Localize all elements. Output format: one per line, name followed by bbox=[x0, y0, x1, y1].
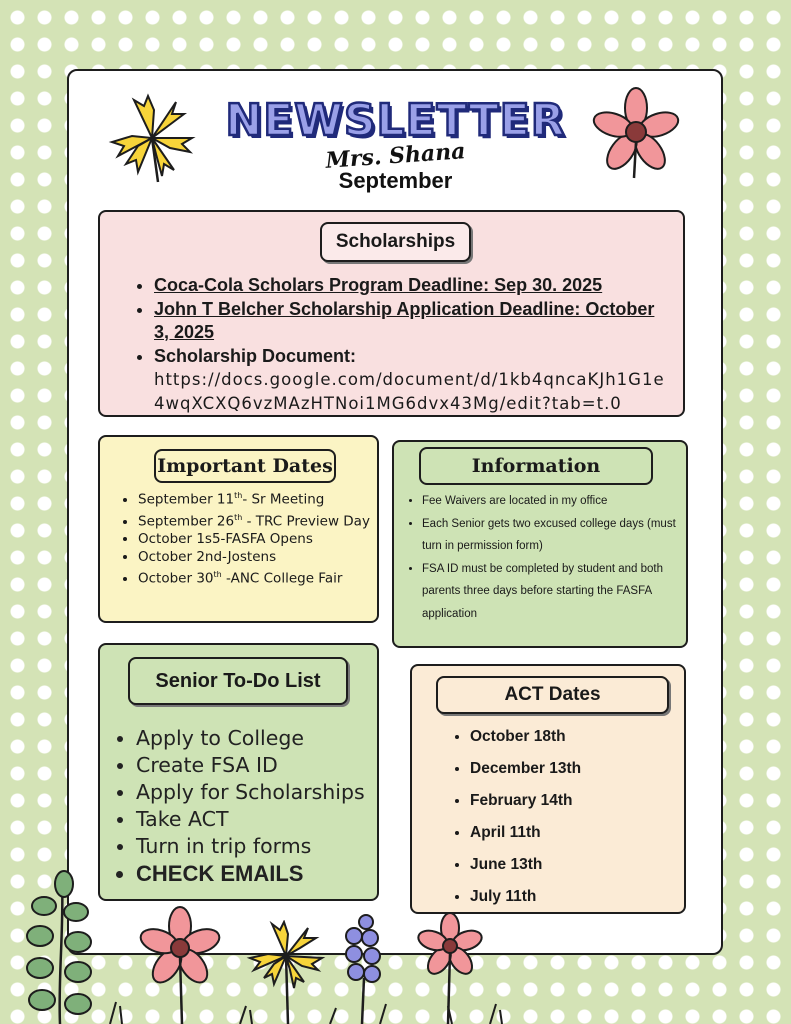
list-item: • July 11th bbox=[470, 881, 672, 913]
list-item: • Create FSA ID bbox=[136, 752, 373, 779]
list-item[interactable] bbox=[154, 274, 672, 298]
list-item: • CHECK EMAILS bbox=[136, 860, 373, 887]
list-item: • October 1s5-FASFA Opens bbox=[138, 531, 370, 549]
list-item: • Fee Waivers are located in my office bbox=[422, 490, 686, 513]
list-item: • Apply for Scholarships bbox=[136, 779, 373, 806]
act-dates-list bbox=[452, 721, 672, 913]
list-item: • Each Senior gets two excused college days (must turn in permission form) bbox=[422, 513, 686, 558]
yellow-flower-icon bbox=[104, 92, 202, 184]
list-item: • Turn in trip forms bbox=[136, 833, 373, 860]
list-item: • September 26th - TRC Preview Day bbox=[138, 509, 370, 531]
act-dates-heading: ACT Dates bbox=[436, 676, 669, 714]
scholarships-card bbox=[98, 210, 685, 417]
list-item: • October 18th bbox=[470, 721, 672, 753]
list-item: • June 13th bbox=[470, 849, 672, 881]
list-item: • Take ACT bbox=[136, 806, 373, 833]
list-item: • April 11th bbox=[470, 817, 672, 849]
author-signature: Mrs. Shana bbox=[324, 138, 467, 174]
newsletter-title: NEWSLETTER bbox=[225, 95, 566, 146]
list-item[interactable] bbox=[154, 298, 672, 345]
act-dates-card bbox=[410, 664, 686, 914]
senior-todo-heading: Senior To-Do List bbox=[128, 657, 348, 705]
information-list bbox=[404, 490, 686, 625]
list-item: • December 13th bbox=[470, 753, 672, 785]
list-item bbox=[154, 345, 672, 416]
senior-todo-card bbox=[98, 643, 379, 901]
scholarship-document-url[interactable]: https://docs.google.com/document/d/1kb4qncaKJh1G1e4wqXCXQ6vzMAzHTNoi1MG6dvx43Mg/edit?tab=t.0 bbox=[154, 370, 665, 413]
important-dates-list bbox=[120, 487, 370, 588]
list-item: • Apply to College bbox=[136, 725, 373, 752]
pink-flower-icon bbox=[588, 86, 684, 182]
list-item: • February 14th bbox=[470, 785, 672, 817]
list-item: • October 30th -ANC College Fair bbox=[138, 566, 370, 588]
month-label: September bbox=[338, 168, 453, 193]
information-heading: Information bbox=[419, 447, 653, 485]
scholarships-list bbox=[132, 274, 672, 415]
list-item: • September 11th- Sr Meeting bbox=[138, 487, 370, 509]
coca-cola-scholarship-link[interactable]: Coca-Cola Scholars Program Deadline: Sep 30. 2025 bbox=[154, 275, 603, 295]
leafy-vine-icon bbox=[18, 868, 98, 1024]
senior-todo-list bbox=[118, 725, 373, 887]
information-card bbox=[392, 440, 688, 648]
newsletter-header bbox=[200, 96, 591, 194]
scholarship-document-label: Scholarship Document: bbox=[154, 345, 357, 366]
important-dates-heading: Important Dates bbox=[154, 449, 336, 483]
important-dates-card bbox=[98, 435, 379, 623]
list-item: • FSA ID must be completed by student and both parents three days before starting the FASFA application bbox=[422, 558, 686, 626]
belcher-scholarship-link[interactable]: John T Belcher Scholarship Application Deadline: October 3, 2025 bbox=[154, 298, 655, 342]
scholarships-heading: Scholarships bbox=[320, 222, 471, 262]
list-item: • October 2nd-Jostens bbox=[138, 549, 370, 567]
grass-icon bbox=[100, 990, 520, 1024]
